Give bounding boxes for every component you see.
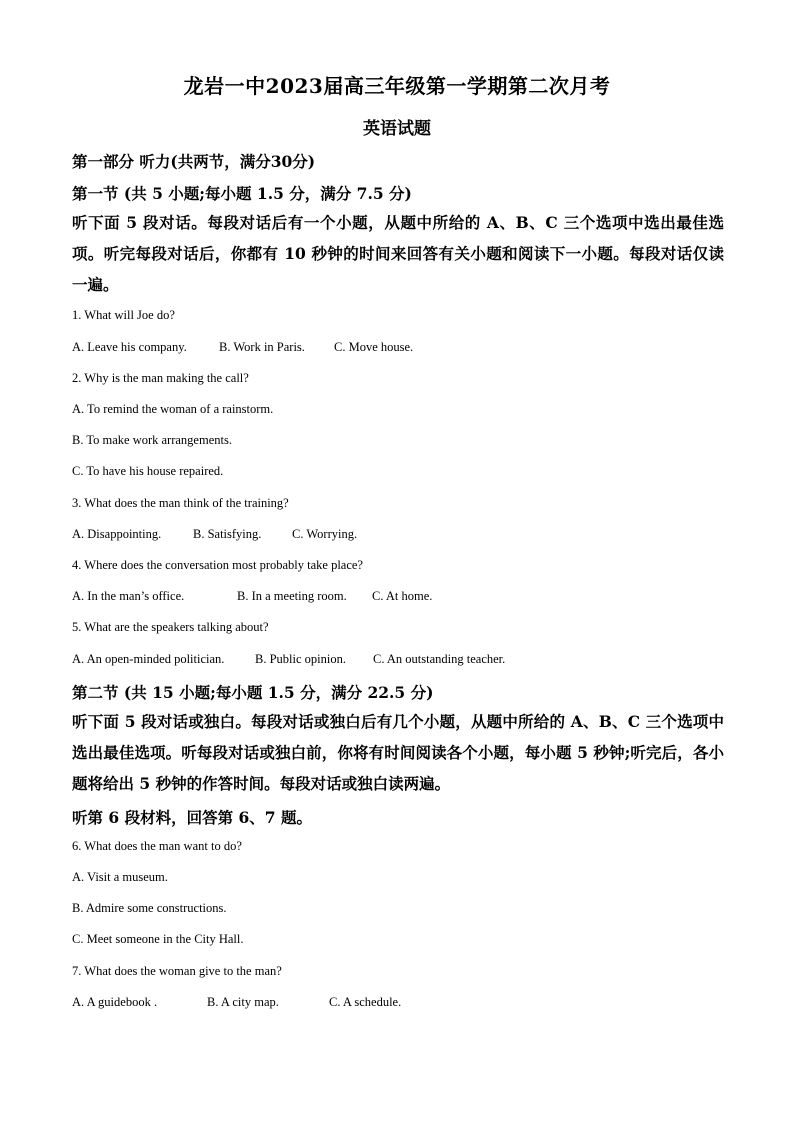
option-a: A. Disappointing. bbox=[72, 527, 162, 541]
question-3-stem: 3. What does the man think of the training? bbox=[72, 496, 289, 510]
question-7-stem: 7. What does the woman give to the man? bbox=[72, 964, 282, 978]
option-a: A. In the man’s office. bbox=[72, 589, 185, 603]
question-6-option-c: C. Meet someone in the City Hall. bbox=[72, 932, 244, 946]
question-1-options bbox=[72, 340, 413, 355]
option-a: A. Leave his company. bbox=[72, 340, 187, 354]
option-c: C. A schedule. bbox=[329, 995, 402, 1009]
question-2-stem: 2. Why is the man making the call? bbox=[72, 371, 249, 385]
question-6-stem: 6. What does the man want to do? bbox=[72, 839, 242, 853]
section2-heading: 第二节 (共 15 小题;每小题 1.5 分，满分 22.5 分) bbox=[72, 683, 434, 702]
question-6-option-a: A. Visit a museum. bbox=[72, 870, 168, 884]
option-b: B. Satisfying. bbox=[193, 527, 262, 541]
question-5-stem: 5. What are the speakers talking about? bbox=[72, 620, 269, 634]
option-b: B. In a meeting room. bbox=[237, 589, 347, 603]
question-6-option-b: B. Admire some constructions. bbox=[72, 901, 227, 915]
question-2-option-a: A. To remind the woman of a rainstorm. bbox=[72, 402, 274, 416]
page-subtitle: 英语试题 bbox=[363, 119, 431, 139]
section1-instructions: 听下面 5 段对话。每段对话后有一个小题，从题中所给的 A、B、C 三个选项中选出最佳选项。听完每段对话后，你都有 10 秒钟的时间来回答有关小题和阅读下一小题。每段对话仅读一遍。 bbox=[72, 213, 724, 294]
question-1-stem: 1. What will Joe do? bbox=[72, 308, 175, 322]
question-5-options bbox=[72, 652, 505, 667]
question-2-option-c: C. To have his house repaired. bbox=[72, 464, 224, 478]
option-b: B. Public opinion. bbox=[255, 652, 346, 666]
page-title: 龙岩一中2023届高三年级第一学期第二次月考 bbox=[183, 74, 611, 98]
option-c: C. Move house. bbox=[334, 340, 414, 354]
option-c: C. At home. bbox=[372, 589, 433, 603]
option-c: C. Worrying. bbox=[292, 527, 358, 541]
option-c: C. An outstanding teacher. bbox=[373, 652, 506, 666]
material-6-note: 听第 6 段材料，回答第 6、7 题。 bbox=[72, 808, 312, 827]
option-b: B. Work in Paris. bbox=[219, 340, 305, 354]
section2-instructions: 听下面 5 段对话或独白。每段对话或独白后有几个小题，从题中所给的 A、B、C 三个选项中选出最佳选项。听每段对话或独白前，你将有时间阅读各个小题，每小题 5 秒钟;听完后，各小题将给出 5 秒钟的作答时间。每段对话或独白读两遍。 bbox=[72, 712, 724, 793]
option-a: A. A guidebook . bbox=[72, 995, 158, 1009]
question-3-options bbox=[72, 527, 357, 542]
question-4-options bbox=[72, 589, 432, 604]
part1-heading: 第一部分 听力(共两节，满分30分) bbox=[72, 152, 316, 171]
question-2-option-b: B. To make work arrangements. bbox=[72, 433, 232, 447]
option-a: A. An open-minded politician. bbox=[72, 652, 225, 666]
option-b: B. A city map. bbox=[207, 995, 279, 1009]
question-4-stem: 4. Where does the conversation most probably take place? bbox=[72, 558, 363, 572]
section1-heading: 第一节 (共 5 小题;每小题 1.5 分，满分 7.5 分) bbox=[72, 184, 412, 203]
question-7-options bbox=[72, 995, 401, 1010]
